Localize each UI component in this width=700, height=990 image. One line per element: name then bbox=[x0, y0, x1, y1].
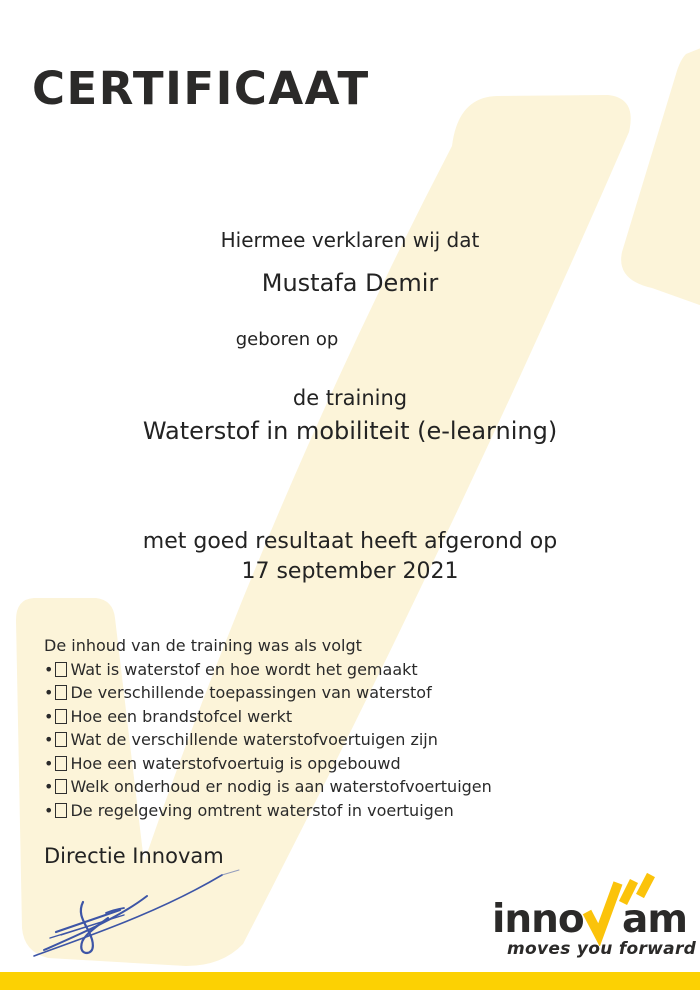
training-name: Waterstof in mobiliteit (e-learning) bbox=[142, 417, 558, 445]
missing-glyph-box-icon bbox=[55, 756, 67, 771]
logo-tagline: moves you forward bbox=[507, 939, 697, 959]
missing-glyph-box-icon bbox=[55, 732, 67, 747]
list-item bbox=[44, 681, 492, 705]
list-item bbox=[44, 705, 492, 729]
missing-glyph-box-icon bbox=[55, 662, 67, 677]
missing-glyph-box-icon bbox=[55, 803, 67, 818]
training-label: de training bbox=[292, 386, 408, 410]
page-title: CERTIFICAAT bbox=[32, 62, 370, 115]
bullet-dot: • bbox=[44, 777, 54, 796]
content-intro: De inhoud van de training was als volgt bbox=[44, 636, 362, 655]
training-content-section bbox=[44, 634, 492, 822]
statement-intro: Hiermee verklaren wij dat bbox=[220, 228, 480, 252]
list-item bbox=[44, 775, 492, 799]
missing-glyph-box-icon bbox=[55, 685, 67, 700]
bullet-dot: • bbox=[44, 706, 54, 726]
signature-stroke bbox=[44, 896, 147, 950]
list-item bbox=[44, 752, 492, 776]
bullet-dot: • bbox=[44, 659, 54, 679]
list-item-label: De verschillende toepassingen van waterstof bbox=[70, 683, 432, 702]
bullet-dot: • bbox=[44, 683, 54, 702]
signature-stroke bbox=[34, 875, 222, 956]
list-item-label: Hoe een brandstofcel werkt bbox=[70, 706, 293, 726]
logo-swoosh-icon bbox=[640, 875, 651, 896]
innovam-logo bbox=[492, 872, 697, 960]
list-item bbox=[44, 799, 492, 823]
list-item-label: Wat de verschillende waterstofvoertuigen zijn bbox=[70, 730, 438, 749]
signatory-label: Directie Innovam bbox=[44, 844, 224, 868]
logo-text-am: am bbox=[622, 897, 687, 942]
list-item-label: Wat is waterstof en hoe wordt het gemaakt bbox=[70, 659, 418, 679]
content-list bbox=[44, 658, 492, 823]
bullet-dot: • bbox=[44, 800, 54, 820]
logo-text-inno: inno bbox=[492, 897, 584, 942]
list-item bbox=[44, 728, 492, 752]
bullet-dot: • bbox=[44, 730, 54, 749]
born-label: geboren op bbox=[235, 329, 339, 350]
result-line: met goed resultaat heeft afgerond op bbox=[142, 529, 558, 554]
list-item bbox=[44, 658, 492, 682]
bullet-dot: • bbox=[44, 753, 54, 773]
completion-date: 17 september 2021 bbox=[241, 559, 459, 584]
recipient-name: Mustafa Demir bbox=[261, 269, 439, 297]
signature-image bbox=[28, 866, 328, 968]
list-item-label: Hoe een waterstofvoertuig is opgebouwd bbox=[70, 753, 401, 773]
list-item-label: De regelgeving omtrent waterstof in voertuigen bbox=[70, 800, 454, 820]
list-item-label: Welk onderhoud er nodig is aan waterstofvoertuigen bbox=[70, 777, 492, 796]
logo-check-stroke bbox=[587, 883, 618, 935]
missing-glyph-box-icon bbox=[55, 779, 67, 794]
missing-glyph-box-icon bbox=[55, 709, 67, 724]
signature-stroke bbox=[222, 870, 239, 875]
footer-bar bbox=[0, 972, 700, 990]
